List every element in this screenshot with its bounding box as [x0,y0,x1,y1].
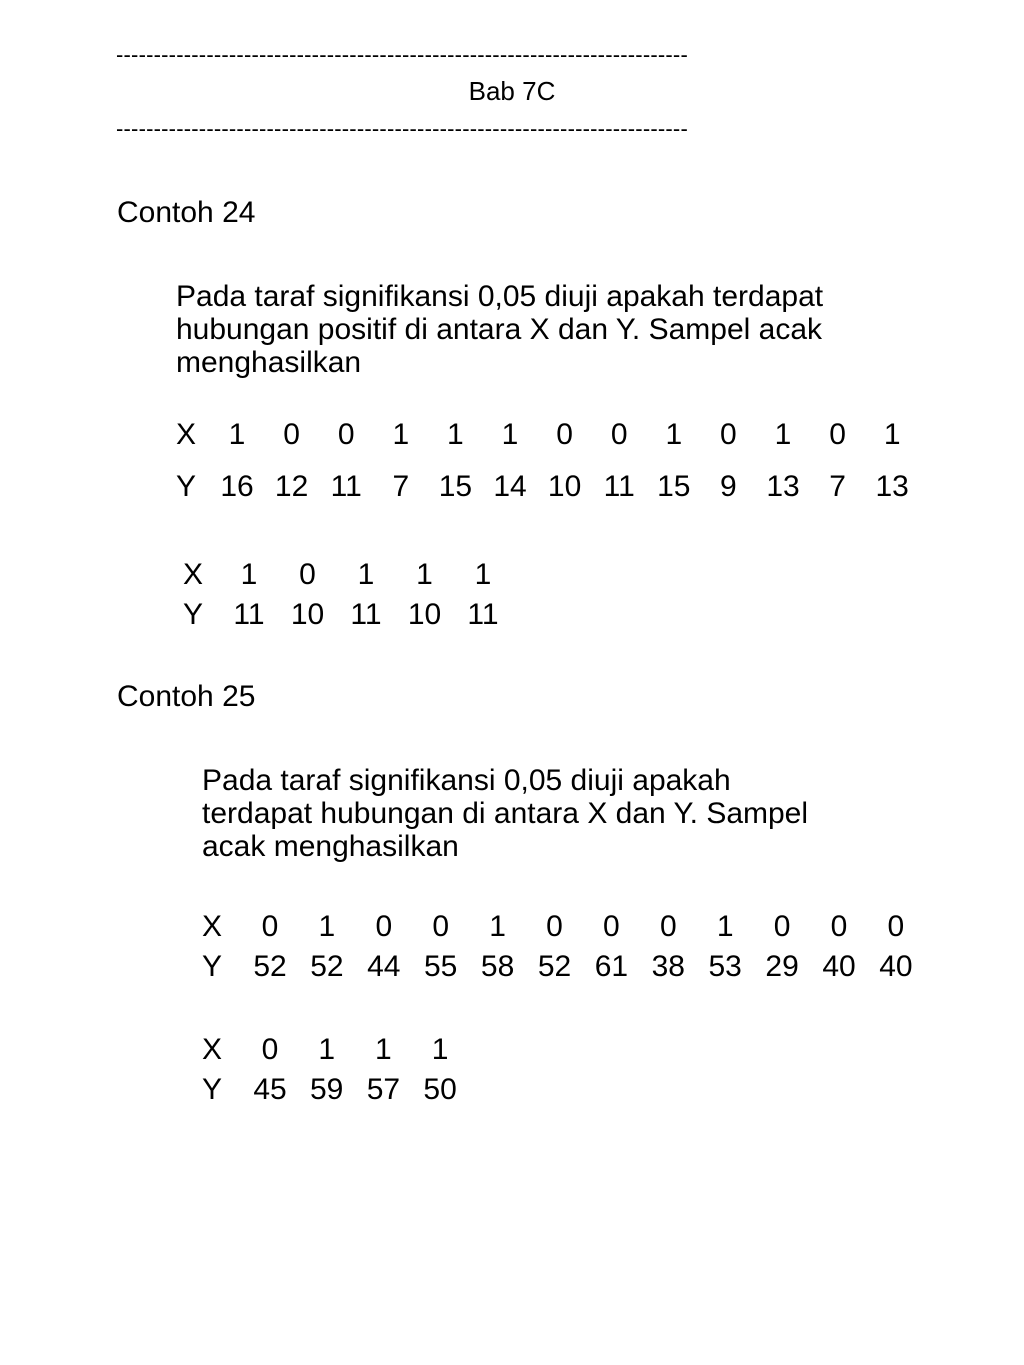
y-value: 29 [765,950,799,983]
y-value: 55 [424,950,458,983]
y-value: 13 [875,470,909,503]
y-value: 15 [438,470,473,503]
x-value: 1 [431,1033,449,1066]
y-value: 7 [392,470,410,503]
x-value: 1 [665,418,683,451]
x-value: 1 [318,910,336,943]
x-value: 0 [829,418,846,451]
y-label: Y [175,470,197,503]
y-value: 10 [407,598,442,631]
y-value: 15 [657,470,691,503]
y-value: 11 [330,470,362,503]
y-value: 10 [290,598,325,631]
x-value: 1 [357,558,375,591]
x-label: X [175,418,197,451]
x-label: X [201,910,223,943]
x-value: 0 [261,910,279,943]
header-rule-bottom: ---------------------------------------------------------------------------- [116,116,688,141]
x-value: 1 [447,418,464,451]
example-25-paragraph: Pada taraf signifikansi 0,05 diuji apakah terdapat hubungan di antara X dan Y. Sampel acak menghasilkan [202,764,809,863]
x-value: 1 [375,1033,392,1066]
y-value: 59 [310,1073,344,1106]
y-value: 14 [493,470,527,503]
x-value: 0 [546,910,563,943]
y-value: 52 [537,950,572,983]
y-value: 9 [720,470,737,503]
y-value: 53 [708,950,742,983]
x-value: 0 [610,418,628,451]
y-value: 12 [274,470,309,503]
x-value: 0 [261,1033,279,1066]
x-value: 1 [392,418,410,451]
x-value: 1 [883,418,901,451]
y-value: 61 [594,950,629,983]
y-label: Y [201,950,223,983]
example-25-heading: Contoh 25 [117,680,256,713]
y-label: Y [201,1073,223,1106]
x-value: 0 [283,418,300,451]
x-value: 1 [501,418,519,451]
y-value: 13 [766,470,800,503]
x-value: 0 [299,558,316,591]
x-value: 0 [603,910,620,943]
y-value: 11 [603,470,635,503]
x-value: 0 [659,910,677,943]
y-value: 57 [366,1073,401,1106]
y-value: 45 [253,1073,287,1106]
y-value: 58 [480,950,515,983]
y-value: 11 [350,598,382,631]
y-value: 16 [220,470,254,503]
x-value: 0 [556,418,573,451]
x-value: 1 [240,558,258,591]
x-label: X [201,1033,223,1066]
header-rule-top: ---------------------------------------------------------------------------- [116,42,688,67]
y-value: 44 [367,950,401,983]
y-value: 40 [879,950,913,983]
x-value: 1 [489,910,506,943]
y-value: 40 [822,950,856,983]
x-value: 0 [720,418,737,451]
x-value: 0 [375,910,393,943]
y-value: 7 [829,470,846,503]
y-value: 38 [651,950,685,983]
x-value: 1 [416,558,433,591]
x-value: 1 [474,558,492,591]
x-value: 1 [228,418,246,451]
x-value: 0 [773,910,791,943]
y-value: 52 [310,950,344,983]
example-24-heading: Contoh 24 [117,196,256,229]
x-value: 1 [774,418,792,451]
x-value: 1 [318,1033,336,1066]
example-24-paragraph: Pada taraf signifikansi 0,05 diuji apakah terdapat hubungan positif di antara X dan Y. Sampel acak menghasilkan [176,280,824,379]
x-value: 1 [716,910,734,943]
page-title: Bab 7C [468,76,556,106]
x-value: 0 [337,418,355,451]
x-label: X [182,558,204,591]
x-value: 0 [830,910,848,943]
y-value: 10 [547,470,582,503]
y-value: 52 [253,950,287,983]
x-value: 0 [432,910,450,943]
y-label: Y [182,598,204,631]
x-value: 0 [887,910,905,943]
y-value: 11 [233,598,265,631]
y-value: 50 [423,1073,457,1106]
y-value: 11 [467,598,499,631]
